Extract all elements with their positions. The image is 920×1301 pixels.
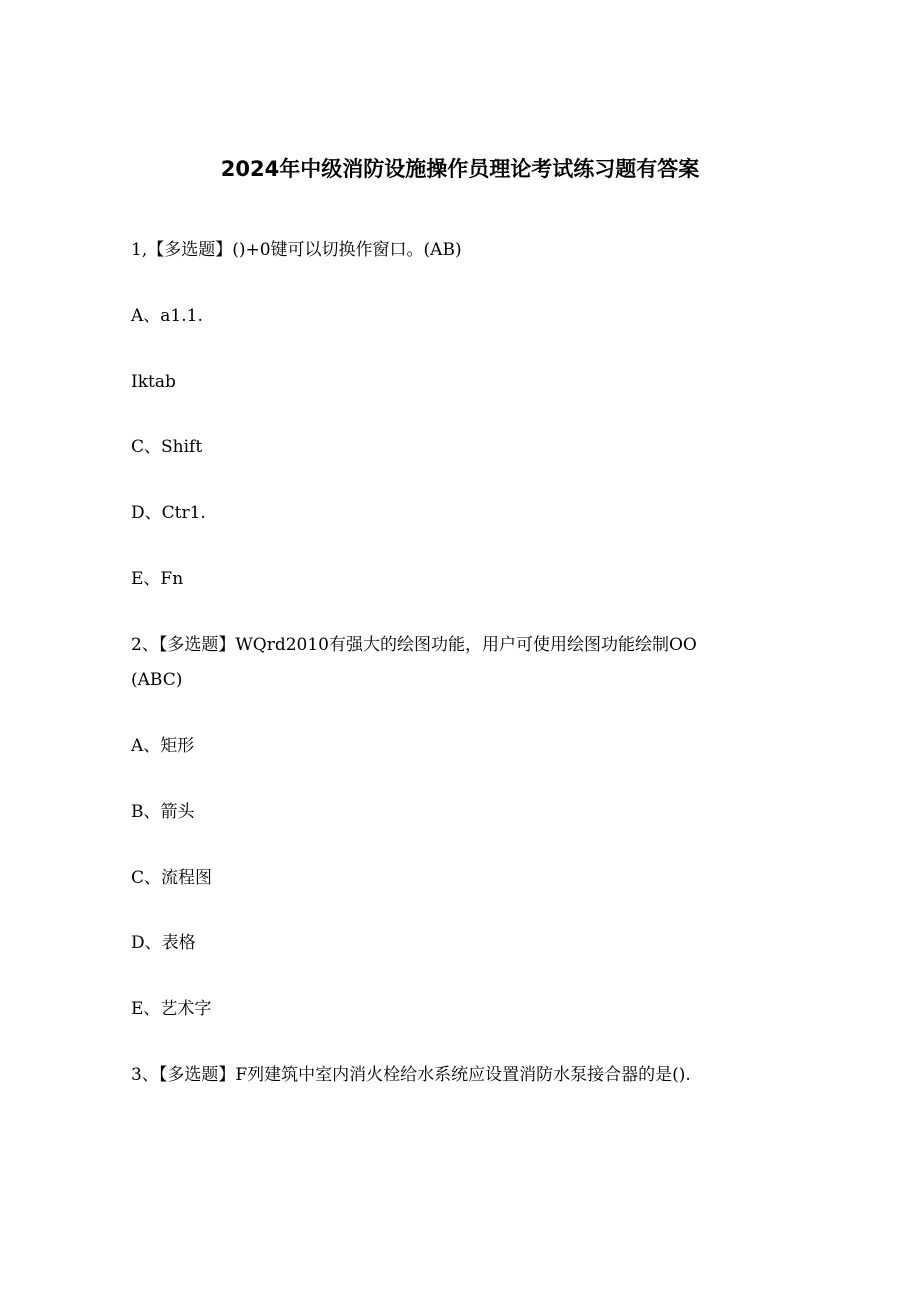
question-2-option-c: C、流程图 — [131, 868, 213, 888]
question-1-option-b: Iktab — [131, 372, 176, 392]
question-1-option-e: E、Fn — [131, 569, 184, 589]
question-2-option-e: E、艺术字 — [131, 999, 212, 1019]
question-2-option-a: A、矩形 — [131, 736, 195, 756]
question-1-option-a: A、a1.1. — [131, 306, 203, 326]
question-1-option-c: C、Shift — [131, 437, 203, 457]
question-2-option-b: B、箭头 — [131, 802, 195, 822]
question-3-text: 3、【多选题】F列建筑中室内消火栓给水系统应设置消防水泵接合器的是(). — [131, 1065, 691, 1085]
question-2-option-d: D、表格 — [131, 933, 196, 953]
document-title: 2024年中级消防设施操作员理论考试练习题有答案 — [220, 157, 700, 181]
question-2-answer: (ABC) — [131, 670, 183, 690]
question-2-text: 2、【多选题】WQrd2010有强大的绘图功能，用户可使用绘图功能绘制OO — [131, 635, 697, 655]
question-1-option-d: D、Ctr1. — [131, 503, 206, 523]
question-1-text: 1,【多选题】()+0键可以切换作窗口。(AB) — [131, 240, 462, 260]
